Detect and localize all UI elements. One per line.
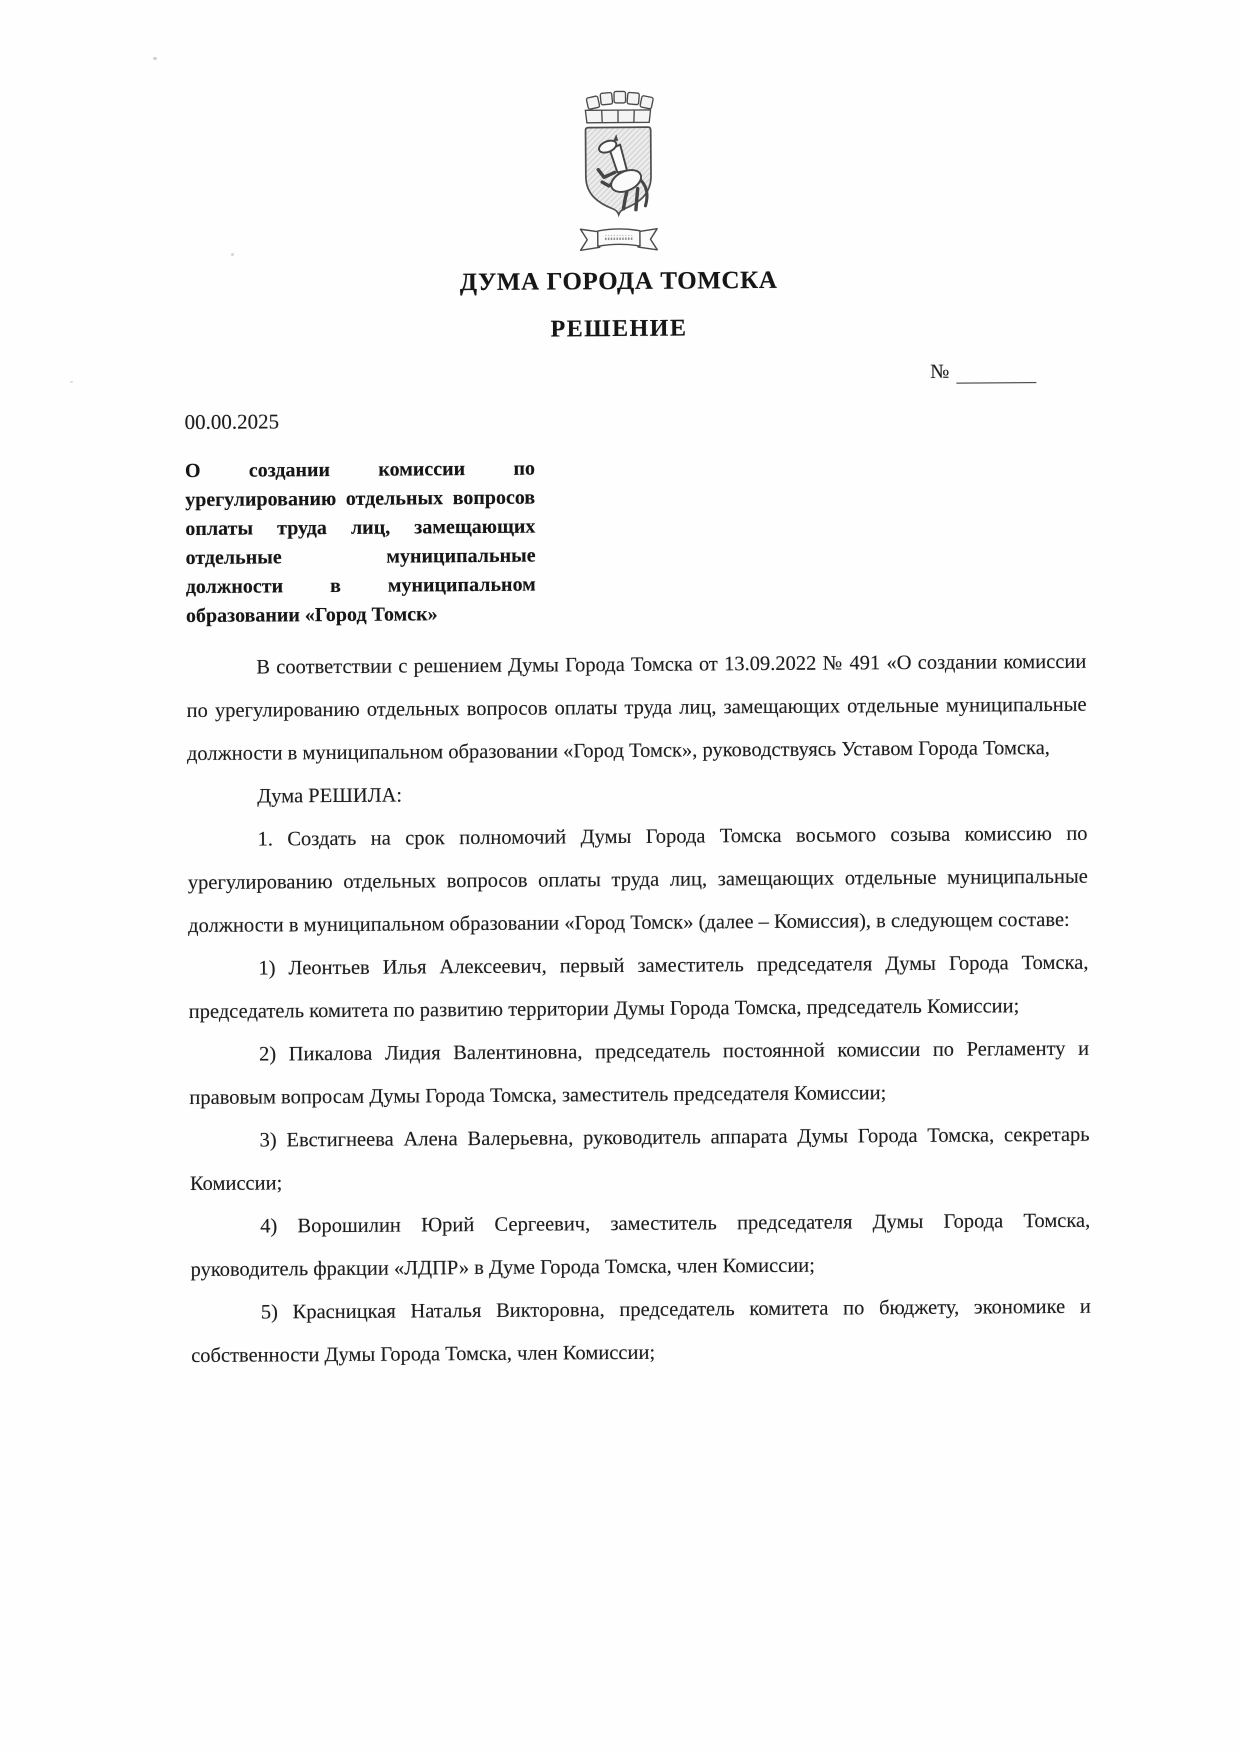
date-number-row [184,359,1084,435]
commission-member-item-2: 2) Пикалова Лидия Валентиновна, председатель постоянной комиссии по Регламенту и правовым вопросам Думы Города Томска, заместитель председателя Комиссии; [189,1037,1090,1110]
resolution-heading: Дума РЕШИЛА: [257,784,403,808]
ribbon-microtext [604,235,633,240]
preamble-paragraph: В соответствии с решением Думы Города Томска от 13.09.2022 № 491 «О создании комиссии по урегулированию отдельных вопросов оплаты труда лиц, замещающих отдельные муниципальные должности в муниципальном образовании «Город Томск», руководствуясь Уставом Города Томска, [186,650,1087,766]
commission-member-item-5: 5) Красницкая Наталья Викторовна, председатель комитета по бюджету, экономике и собственности Думы Города Томска, член Комиссии; [191,1295,1091,1368]
scan-speck [153,57,157,60]
number-label: № [930,360,950,383]
emblem-container [0,84,1238,263]
commission-member-item-3: 3) Евстигнеева Алена Валерьевна, руководитель аппарата Думы Города Томска, секретарь Комиссии; [189,1123,1090,1196]
document-body [186,641,1091,1378]
document-date: 00.00.2025 [184,409,280,435]
organization-name: ДУМА ГОРОДА ТОМСКА [459,266,778,297]
mural-crown [585,91,653,123]
number-blank-line [956,362,1036,384]
document-number [930,359,1036,384]
commission-member-item-1: 1) Леонтьев Илья Алексеевич, первый заместитель председателя Думы Города Томска, председатель комитета по развитию территории Думы Города Томска, председатель Комиссии; [188,951,1089,1024]
tomsk-coat-of-arms-icon [560,88,676,254]
commission-member-item-4: 4) Ворошилин Юрий Сергеевич, заместитель председателя Думы Города Томска, руководитель фракции «ЛДПР» в Думе Города Томска, член Комиссии; [190,1209,1091,1282]
document-type-heading: РЕШЕНИЕ [550,315,688,343]
resolution-paragraph-1: 1. Создать на срок полномочий Думы Города Томска восьмого созыва комиссию по урегулированию отдельных вопросов оплаты труда лиц, замещающих отдельные муниципальные должности в муниципальном образовании «Город Томск» (далее – Комиссия), в следующем составе: [187,822,1088,938]
document-subject: О создании комиссии по урегулированию отдельных вопросов оплаты труда лиц, замещающих отдельные муниципальные должности в муниципальном образовании «Город Томск» [184,457,536,628]
